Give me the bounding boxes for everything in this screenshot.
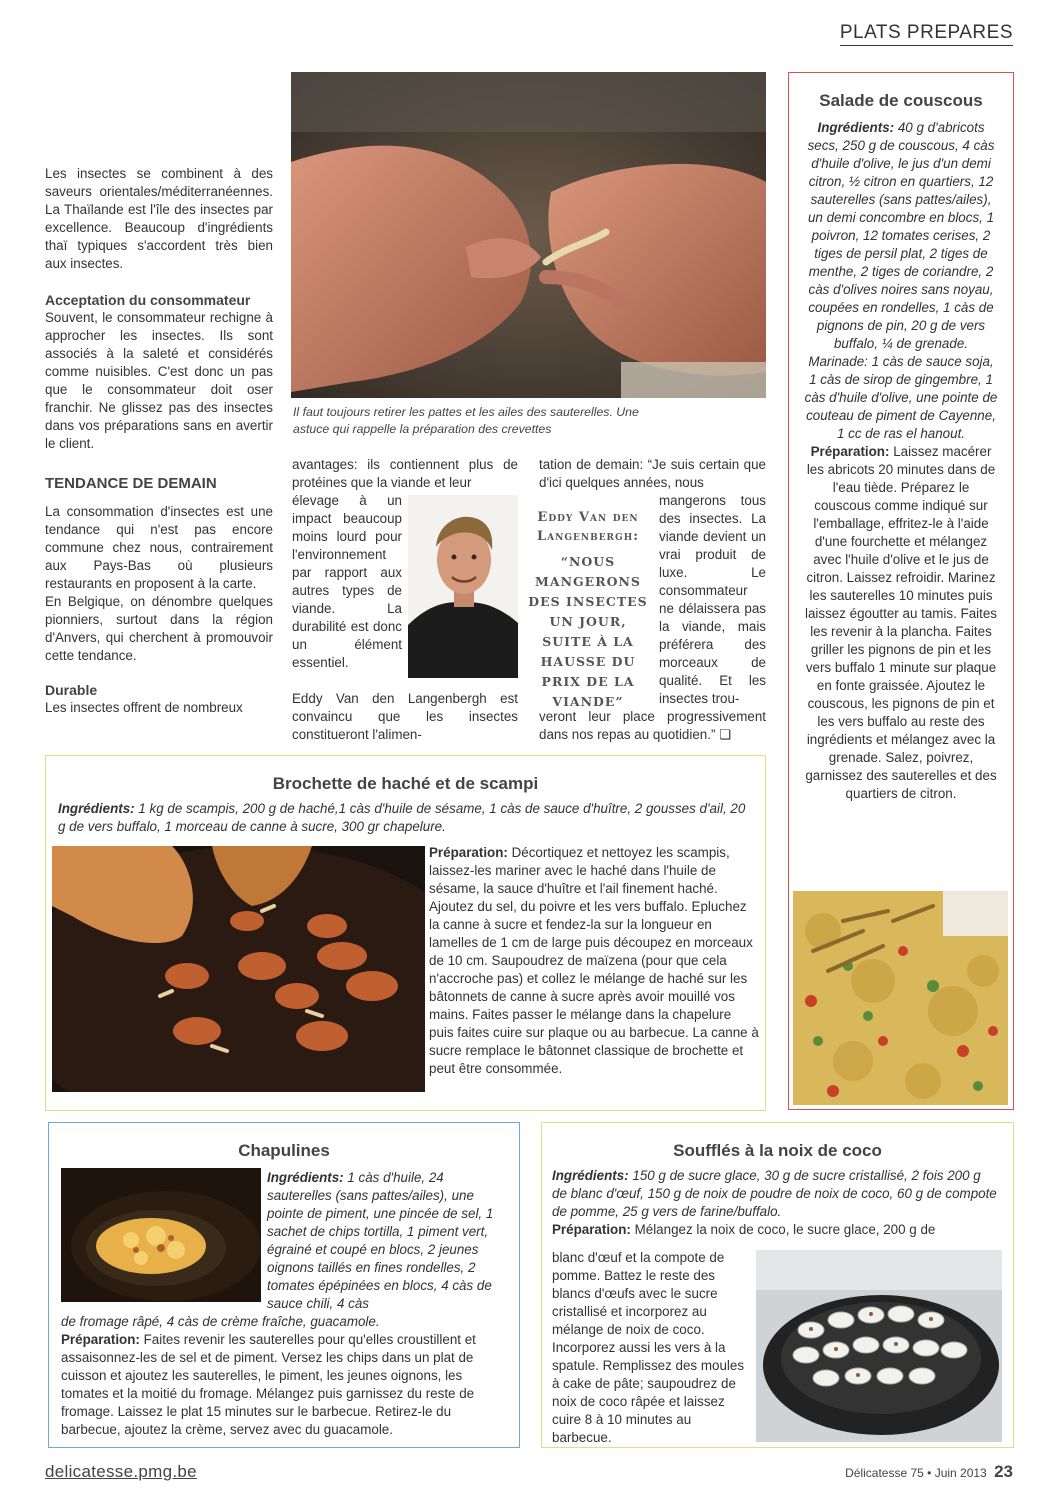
souffles-preparation-start: Mélangez la noix de coco, le sucre glace, 200 g de — [634, 1222, 936, 1237]
column-3-top: tation de demain: “Je suis certain que d'ici quelques années, nous — [539, 457, 766, 490]
souffles-ingredients: 150 g de sucre glace, 30 g de sucre cristallisé, 2 fois 200 g de blanc d'œuf, 150 g de noix de poudre de noix de coco, 60 g de compote de pomme, 25 g vers de farine/buffalo. — [552, 1168, 997, 1219]
salade-ingredients-label: Ingrédients: — [817, 120, 895, 135]
photo-souffles-coco — [756, 1250, 1002, 1442]
page-number: 23 — [994, 1462, 1013, 1481]
brochette-ingredients: 1 kg de scampis, 200 g de haché,1 càs d'huile de sésame, 1 càs de sauce d'huître, 2 gousses d'ail, 20 g de vers buffalo, 1 morceau de canne à sucre, 300 gr chapelure. — [58, 801, 746, 834]
salade-ingredients: 40 g d'abricots secs, 250 g de couscous, 4 càs d'huile d'olive, le jus d'un demi citron, ½ citron en quartiers, 12 sauterelles (sans pattes/ailes), un demi concombre en blocs, 1 poivron, 12 tomates cerises, 2 tiges de persil plat, 2 tiges de menthe, 2 tiges de coriandre, 2 càs d'olives noires sans noyau, coupées en rondelles, 1 càs de pignons de pin, 20 g de vers buffalo, ¼ de grenade. Marinade: 1 càs de sauce soja, 1 càs de sirop de gingembre, 1 càs d'huile d'olive, une pointe de couteau de piment de Cayenne, 1 cc de ras el hanout. — [804, 120, 998, 441]
photo-chapulines-dish — [61, 1168, 261, 1302]
brochette-ingredients-label: Ingrédients: — [58, 801, 135, 816]
tendance-paragraph-2: En Belgique, on dénombre quelques pionniers, surtout dans la région d'Anvers, qui cherchent à promouvoir cette tendance. — [45, 594, 273, 663]
intro-paragraph: Les insectes se combinent à des saveurs orientales/méditerranéennes. La Thaïlande est l'île des insectes par excellence. Beaucoup d'ingrédients thaï typiques s'accordent très bien aux insectes. — [45, 166, 273, 271]
column-2-bottom: Eddy Van den Langenbergh est convaincu que les insectes constitueront l'alimen- — [292, 691, 518, 742]
brochette-ingredients-block — [46, 794, 765, 836]
recipe-brochette — [45, 755, 766, 1111]
chapulines-preparation: Faites revenir les sauterelles pour qu'elles croustillent et assaisonnez-les de sel et de piment. Versez les chips dans un plat de cuisson et ajoutez les sauterelles, le piment, les jeunes oignons, les tomates et la moitié du fromage. Mélangez puis garnissez du reste de fromage. Laissez le plat 15 minutes sur le barbecue. Retirez-le du barbecue, ajoutez la crème, servez avec du guacamole. — [61, 1332, 476, 1437]
column-2-top: avantages: ils contiennent plus de protéines que la viande et leur — [292, 457, 518, 490]
column-3-wrap: mangerons tous des insectes. La viande devient un vrai produit de luxe. Le consommateur ne délaissera pas la viande, mais préférera des morceaux de qualité. Et les insectes trou- — [659, 493, 766, 706]
brochette-preparation-label: Préparation: — [429, 845, 508, 860]
durable-paragraph: Les insectes offrent de nombreux — [45, 700, 243, 715]
brochette-title: Brochette de haché et de scampi — [272, 774, 539, 793]
recipe-salade-couscous — [788, 72, 1014, 1110]
photo-hands-caption: Il faut toujours retirer les pattes et les ailes des sauterelles. Une astuce qui rappelle la préparation des crevettes — [293, 405, 639, 436]
salade-preparation: Laissez macérer les abricots 20 minutes dans de l'eau tiède. Préparez le couscous comme indiqué sur l'emballage, effritez-le à l'aide d'une fourchette et mélangez avec l'huile d'olive et le jus de citron. Laissez refroidir. Marinez les sauterelles 10 minutes puis laissez égoutter au tamis. Faites les revenir à la plancha. Faites griller les pignons de pin et les vers buffalo 1 minute sur plaque en fonte graissée. Ajoutez le couscous, les pignons de pin et les vers buffalo au reste des ingrédients et mélangez avec la grenade. Salez, poivrez, garnissez des sauterelles et des quartiers de citron. — [804, 444, 998, 801]
souffles-preparation: blanc d'œuf et la compote de pomme. Battez le reste des blancs d'œufs avec le sucre cristallisé et incorporez au mélange de noix de coco. Incorporez aussi les vers à la spatule. Remplissez des moules à cake de pâte; saupoudrez de noix de coco râpée et laissez cuire 8 à 10 minutes au barbecue. — [552, 1250, 745, 1445]
quote-text: “NOUS MANGERONS DES INSECTES UN JOUR, SUITE À LA HAUSSE DU PRIX DE LA VIANDE” — [528, 554, 648, 709]
heading-tendance: TENDANCE DE DEMAIN — [45, 475, 217, 492]
acceptation-paragraph: Souvent, le consommateur rechigne à approcher les insectes. Ils sont associés à la saleté et considérés comme nuisibles. C'est donc un pas que le consommateur doit oser franchir. Ne glissez pas des insectes dans vos préparations sans en avertir le client. — [45, 310, 273, 451]
heading-durable: Durable — [45, 682, 98, 698]
portrait-eddy-van-den-langenbergh — [408, 495, 518, 678]
quote-name: Eddy Van den Langenbergh: — [536, 510, 640, 544]
footer-website[interactable]: delicatesse.pmg.be — [45, 1462, 197, 1481]
salade-text — [789, 111, 1013, 803]
column-2-wrap: élevage à un impact beaucoup moins lourd pour l'environnement par rapport aux autres types de viande. La durabilité est donc un élément essentiel. — [292, 493, 402, 670]
section-header: PLATS PREPARES — [840, 22, 1013, 46]
chapulines-ingredients: 1 càs d'huile, 24 sauterelles (sans pattes/ailes), une pointe de piment, une pincée de sel, 1 sachet de chips tortilla, 1 piment vert, égrainé et coupé en blocs, 2 jeunes oignons taillés en fines rondelles, 2 tomates épépinées en blocs, 4 càs de sauce chili, 4 càs — [267, 1170, 494, 1311]
souffles-title: Soufflés à la noix de coco — [673, 1141, 882, 1160]
chapulines-ingredients-end: de fromage râpé, 4 càs de crème fraîche, guacamole. — [61, 1314, 380, 1329]
souffles-preparation-label: Préparation: — [552, 1222, 631, 1237]
chapulines-ingredients-label: Ingrédients: — [267, 1170, 344, 1185]
footer-issue — [845, 1462, 1013, 1482]
chapulines-title: Chapulines — [238, 1141, 330, 1160]
photo-salade-couscous — [793, 891, 1008, 1105]
souffles-ingredients-block — [542, 1161, 1013, 1239]
photo-hands-grasshopper — [291, 72, 766, 398]
chapulines-lower-block — [61, 1313, 513, 1439]
column-1 — [45, 165, 273, 717]
brochette-preparation: Décortiquez et nettoyez les scampis, laissez-les mariner avec le haché dans l'huile de sésame, la sauce d'huître et l'ail finement haché. Ajoutez du sel, du poivre et les vers buffalo. Epluchez la canne à sucre et fendez-la sur la longueur en lamelles de 1 cm de large puis découpez en morceaux de 10 cm. Saupoudrez de maïzena (pour que cela n'accroche pas) et collez le mélange de haché sur les bâtonnets de canne à sucre après avoir mouillé vos mains. Faites passer le mélange dans la chapelure puis faites cuire sur plaque ou au barbecue. La canne à sucre remplace le bâtonnet classique de brochette et peut être consommée. — [429, 845, 759, 1076]
photo-brochette-grill — [52, 846, 425, 1092]
brochette-preparation-block — [429, 844, 759, 1078]
recipe-souffles — [541, 1122, 1014, 1448]
column-3-bottom: veront leur place progressivement dans nos repas au quotidien.” ❏ — [539, 709, 766, 742]
footer-issue-text: Délicatesse 75 • Juin 2013 — [845, 1466, 987, 1480]
salade-title: Salade de couscous — [819, 91, 983, 110]
heading-acceptation: Acceptation du consommateur — [45, 292, 251, 308]
chapulines-preparation-label: Préparation: — [61, 1332, 140, 1347]
tendance-paragraph-1: La consommation d'insectes est une tendance qui n'est pas encore commune chez nous, contrairement aux Pays-Bas où plusieurs restaurants en proposent à la carte. — [45, 504, 273, 591]
pull-quote — [524, 508, 652, 712]
souffles-ingredients-label: Ingrédients: — [552, 1168, 629, 1183]
recipe-chapulines — [48, 1122, 520, 1448]
salade-preparation-label: Préparation: — [810, 444, 890, 459]
chapulines-ingredients-block — [267, 1169, 509, 1313]
